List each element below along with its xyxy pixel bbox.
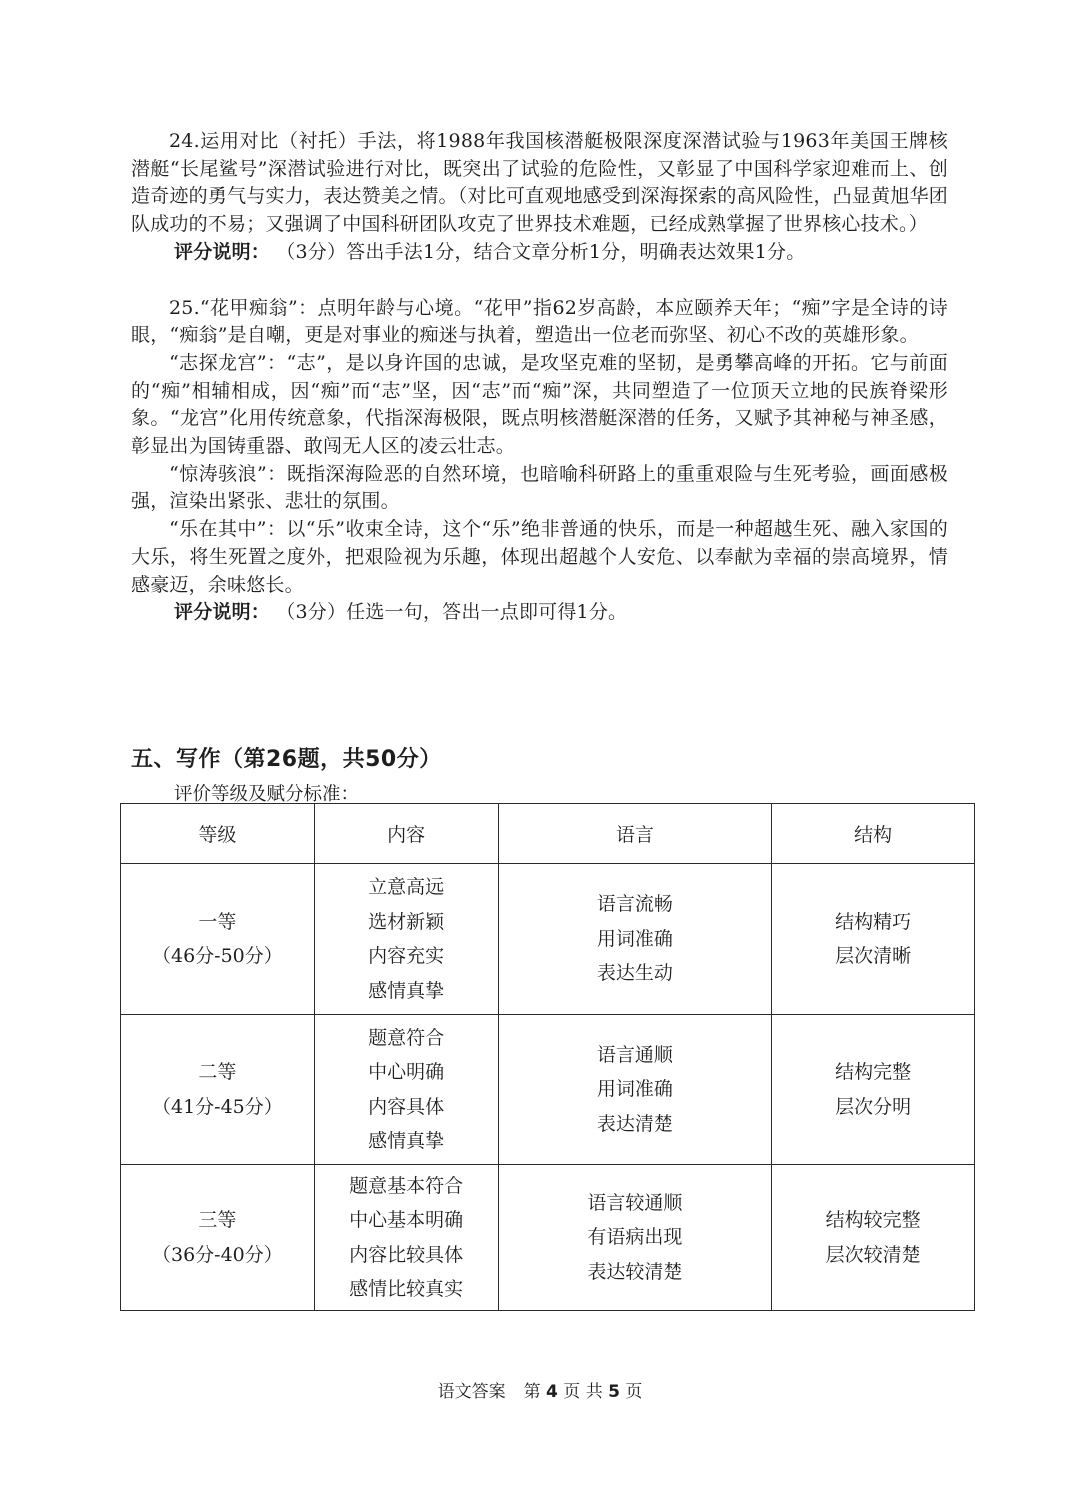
q25-scoring-note (131, 599, 948, 627)
language-criterion: 表达较清楚 (587, 1260, 683, 1283)
structure-criterion: 层次分明 (835, 1095, 912, 1118)
q24-note-label: 评分说明： (174, 240, 271, 263)
answer-body (131, 128, 948, 627)
grade-range: （41分-45分） (152, 1095, 283, 1118)
content-criterion: 感情真挚 (368, 1130, 445, 1152)
grade-name: 三等 (198, 1209, 237, 1231)
grade-range: （36分-40分） (152, 1243, 283, 1266)
footer-page-prefix: 第 (523, 1382, 541, 1402)
structure-criterion: 结构较完整 (825, 1209, 921, 1231)
footer-page-total: 5 (608, 1382, 620, 1402)
language-criterion: 表达生动 (596, 962, 673, 985)
grade-cell (121, 1015, 315, 1165)
q24-answer: 24.运用对比（衬托）手法，将1988年我国核潜艇极限深度深潜试验与1963年美国王牌核潜艇“长尾鲨号”深潜试验进行对比，既突出了试验的危险性，又彰显了中国科学家迎难而上、创造奇迹的勇气与实力，表达赞美之情。（对比可直观地感受到深海探索的高风险性，凸显黄旭华团队成功的不易；又强调了中国科研团队攻克了世界技术难题，已经成熟掌握了世界核心技术。） (131, 130, 948, 236)
content-criterion: 立意高远 (368, 876, 445, 898)
q25-note-label: 评分说明： (174, 601, 271, 624)
paragraph-gap (131, 267, 948, 295)
content-criterion: 感情比较真实 (349, 1278, 464, 1300)
footer-page-suffix: 页 (625, 1382, 643, 1402)
header-language: 语言 (498, 804, 772, 864)
content-criterion: 内容具体 (368, 1095, 445, 1118)
header-content: 内容 (314, 804, 498, 864)
header-grade: 等级 (121, 804, 315, 864)
content-criterion: 感情真挚 (368, 979, 445, 1002)
content-criterion: 中心基本明确 (349, 1209, 464, 1231)
grade-cell (121, 1165, 315, 1311)
q25-paragraph-2: “志探龙宫”：“志”，是以身许国的忠诚，是攻坚克难的坚韧，是勇攀高峰的开拓。它与前面的“痴”相辅相成，因“痴”而“志”坚，因“志”而“痴”深，共同塑造了一位顶天立地的民族脊梁形象。“龙宫”化用传统意象，代指深海极限，既点明核潜艇深潜的任务，又赋予其神秘与神圣感，彰显出为国铸重器、敢闯无人区的凌云壮志。 (131, 351, 948, 458)
language-criterion: 用词准确 (596, 1078, 673, 1101)
content-cell (314, 864, 498, 1015)
q25-paragraph-3: “惊涛骇浪”：既指深海险恶的自然环境，也暗喻科研路上的重重艰险与生死考验，画面感极强，渲染出紧张、悲壮的氛围。 (131, 462, 948, 513)
language-criterion: 语言流畅 (596, 893, 673, 916)
structure-cell (772, 1015, 975, 1165)
structure-criterion: 层次较清楚 (825, 1243, 921, 1266)
language-criterion: 表达清楚 (596, 1112, 673, 1135)
language-criterion: 有语病出现 (587, 1226, 683, 1249)
grade-cell (121, 864, 315, 1015)
table-row (121, 864, 975, 1015)
structure-cell (772, 1165, 975, 1311)
footer-doc-name: 语文答案 (437, 1382, 506, 1402)
q24-note-text: （3分）答出手法1分，结合文章分析1分，明确表达效果1分。 (276, 240, 806, 263)
q24-scoring-note (131, 239, 948, 267)
writing-section-title: 五、写作（第26题，共50分） (131, 747, 442, 772)
language-criterion: 语言较通顺 (587, 1191, 683, 1214)
q25-paragraph-4: “乐在其中”：以“乐”收束全诗，这个“乐”绝非普通的快乐，而是一种超越生死、融入家国的大乐，将生死置之度外，把艰险视为乐趣，体现出超越个人安危、以奉献为幸福的崇高境界，情感豪迈，余味悠长。 (131, 518, 948, 596)
header-structure: 结构 (772, 804, 975, 864)
grade-range: （46分-50分） (152, 945, 283, 967)
language-criterion: 语言通顺 (596, 1043, 673, 1066)
grading-table (120, 803, 975, 1311)
grading-table-caption: 评价等级及赋分标准： (174, 784, 360, 805)
footer-page-mid: 页 共 (563, 1382, 603, 1402)
language-criterion: 用词准确 (596, 927, 673, 950)
content-criterion: 中心明确 (368, 1061, 445, 1083)
language-cell (498, 1015, 772, 1165)
table-header-row (121, 804, 975, 864)
page-footer (0, 1377, 1080, 1402)
structure-criterion: 结构完整 (835, 1061, 912, 1083)
language-cell (498, 864, 772, 1015)
language-cell (498, 1165, 772, 1311)
content-cell (314, 1165, 498, 1311)
table-row (121, 1015, 975, 1165)
content-cell (314, 1015, 498, 1165)
content-criterion: 选材新颖 (368, 910, 445, 933)
grade-name: 一等 (198, 910, 237, 933)
structure-criterion: 层次清晰 (835, 945, 912, 967)
table-row (121, 1165, 975, 1311)
q25-paragraph-1: 25.“花甲痴翁”：点明年龄与心境。“花甲”指62岁高龄，本应颐养天年；“痴”字是全诗的诗眼，“痴翁”是自嘲，更是对事业的痴迷与执着，塑造出一位老而弥坚、初心不改的英雄形象。 (131, 296, 948, 347)
footer-page-number: 4 (546, 1382, 558, 1402)
structure-cell (772, 864, 975, 1015)
grade-name: 二等 (198, 1061, 237, 1083)
q25-note-text: （3分）任选一句，答出一点即可得1分。 (276, 601, 628, 624)
content-criterion: 题意基本符合 (349, 1174, 464, 1197)
content-criterion: 内容比较具体 (349, 1243, 464, 1266)
structure-criterion: 结构精巧 (835, 910, 912, 933)
content-criterion: 内容充实 (368, 945, 445, 967)
content-criterion: 题意符合 (368, 1026, 445, 1049)
